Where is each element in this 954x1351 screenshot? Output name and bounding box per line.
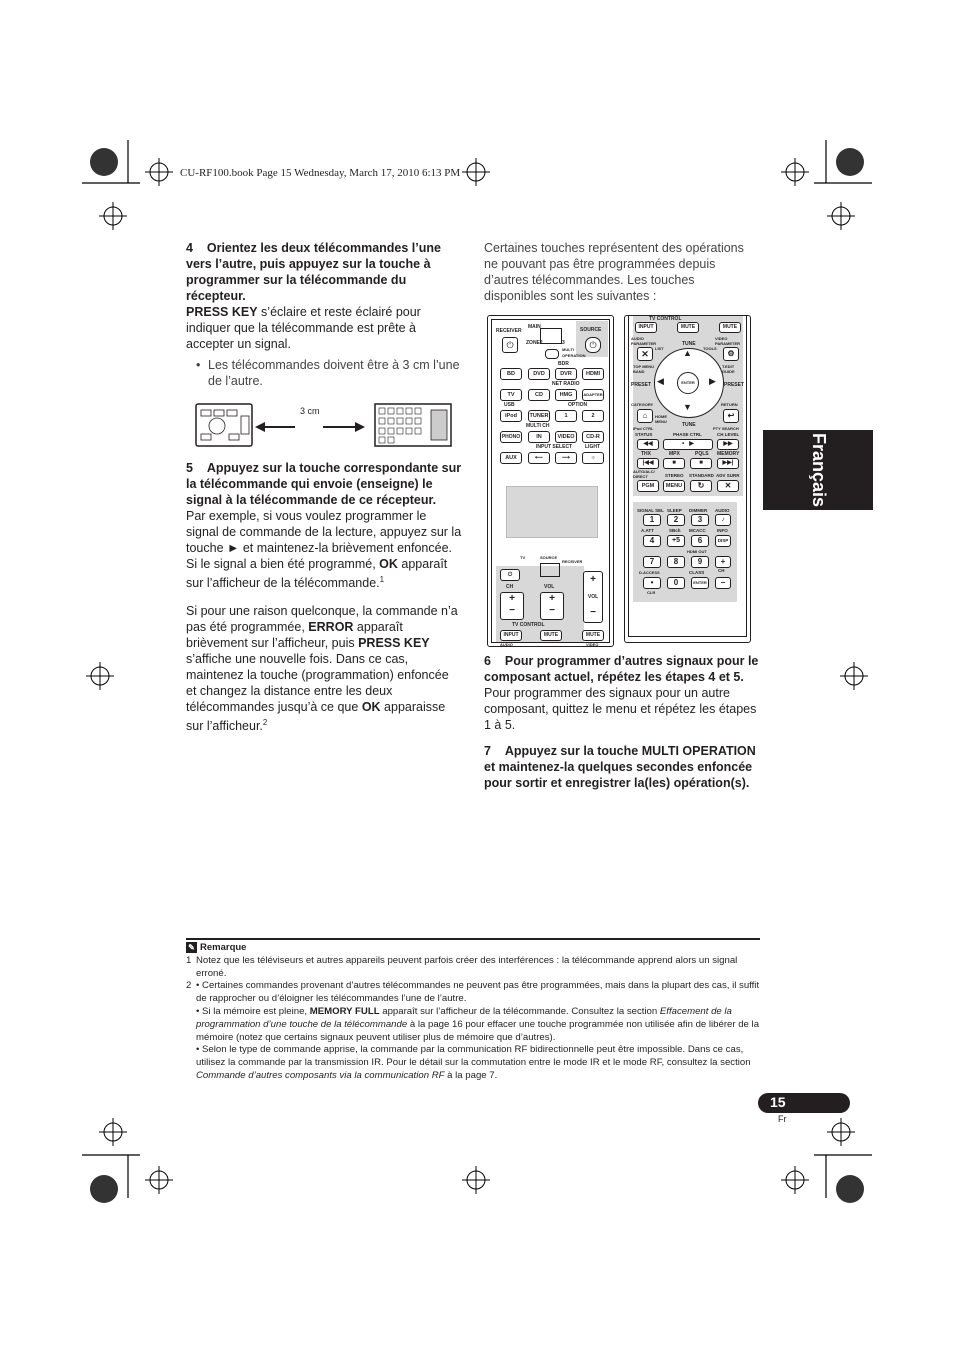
step-4-text: s’éclaire et reste éclairé pour indiquer que la télécommande est prête à accepter un signal. — [186, 305, 421, 351]
arrow-up-icon: ▲ — [683, 348, 692, 358]
zone-switch-icon — [540, 328, 562, 344]
note-2 — [186, 980, 760, 1006]
btn-num-0: 0 — [667, 577, 685, 589]
label-multi: MULTI — [562, 347, 574, 352]
btn-num-5: +5 — [667, 535, 685, 547]
note-pencil-icon: ✎ — [186, 942, 197, 953]
left-column-lower — [186, 460, 462, 734]
note-2b-text-2: apparaît sur l’afficheur de la télécommande. Consultez la section — [379, 1005, 660, 1017]
label-home-menu: HOME MENU — [655, 414, 667, 424]
remote-display-panel — [506, 486, 598, 538]
note-2b-italic: Effacement de la programmation d’une touche de la télécommande — [196, 1005, 732, 1030]
receiver-vol-rocker-icon: + VOL − — [583, 571, 603, 623]
label-phase-ctrl: PHASE CTRL — [673, 432, 702, 437]
video-parameter-icon: ⚙ — [723, 347, 739, 361]
navigation-remote-illustration — [624, 315, 751, 643]
step-5-text-b: apparaît sur l’afficheur de la télécommande. — [186, 557, 448, 591]
btn-hmg: HMG — [555, 389, 577, 401]
btn-pgm: PGM — [637, 480, 659, 492]
btn-ch-minus: − — [715, 577, 731, 589]
btn-num-8: 8 — [667, 556, 685, 568]
multi-operation-icon — [545, 349, 559, 359]
press-key-label-2: PRESS KEY — [358, 636, 430, 651]
btn-r-mute: MUTE — [677, 322, 699, 333]
notes-heading — [186, 942, 760, 955]
left-column — [186, 240, 462, 389]
intro-text: Certaines touches représentent des opérations ne pouvant pas être programmées depuis d’autres télécommandes. Les touches disponibles sont les suivantes : — [484, 241, 744, 303]
note-1 — [186, 955, 760, 981]
error-paragraph — [186, 603, 462, 734]
step-5-body — [186, 508, 462, 591]
label-zone3: 3 — [562, 340, 565, 346]
input-select-left-icon: ⟵ — [528, 452, 550, 464]
label-preset-right: PRESET — [724, 382, 745, 388]
distance-illustration — [195, 402, 453, 448]
label-standard: STANDARD — [689, 473, 714, 478]
receiver-remote-illustration — [487, 315, 614, 647]
label-bdr: BDR — [558, 361, 569, 367]
page-number: 15 — [770, 1094, 786, 1110]
step-6-number: 6 — [484, 654, 491, 668]
arrow-down-icon: ▼ — [683, 402, 692, 412]
step-7-number: 7 — [484, 744, 491, 758]
btn-hdmi: HDMI — [582, 368, 604, 380]
arrow-right-icon: ▶ — [709, 376, 716, 386]
label-vol-2: VOL — [587, 594, 599, 600]
tv-source-switch-icon — [540, 563, 560, 577]
note-1-number: 1 — [186, 954, 192, 966]
label-source: SOURCE — [580, 327, 602, 333]
note-2b-text-3: à la page 16 pour effacer une touche programmée non utilisée afin de libérer de la mémoire (notez que certains signaux peuvent utiliser plus de mémoire que d’autres). — [196, 1018, 760, 1043]
btn-r-input: INPUT — [635, 322, 657, 333]
btn-dvr: DVR — [555, 368, 577, 380]
label-top-menu: TOP MENU BAND — [633, 364, 654, 374]
label-zone2: ZONE2 — [526, 340, 543, 346]
previous-icon: |◀◀ — [637, 458, 659, 469]
label-info: INFO — [717, 528, 728, 533]
label-mcacc: MCACC — [689, 528, 706, 533]
note-2-text-a: • Certaines commandes provenant d’autres télécommandes ne peuvent pas être programmées, mais dans la plupart des cas, il suffit de rapprocher ou d’éloigner les télécommandes l’une de l’autre. — [196, 980, 760, 1005]
label-usb: USB — [504, 402, 515, 408]
label-ch-level: CH LEVEL — [717, 432, 740, 437]
label-tune-top: TUNE — [682, 341, 696, 347]
btn-dot: • — [643, 577, 661, 589]
rewind-icon: ◀◀ — [637, 439, 659, 450]
label-receiver-2: RECEIVER — [562, 559, 583, 564]
btn-num-9: 9 — [691, 556, 709, 568]
btn-ipod: iPod — [500, 410, 522, 422]
stop-icon-2: ■ — [690, 458, 712, 469]
btn-in: IN — [528, 431, 550, 443]
label-t-edit: T.EDIT GUIDE — [722, 364, 735, 374]
label-audio: AUDIO — [500, 642, 513, 647]
notes-rule — [186, 938, 760, 940]
error-label: ERROR — [308, 620, 354, 635]
btn-cd-r: CD-R — [582, 431, 604, 443]
btn-num-1: 1 — [643, 514, 661, 526]
step-4 — [186, 240, 462, 304]
repeat-icon: ↻ — [690, 480, 712, 492]
btn-dvd: DVD — [528, 368, 550, 380]
audio-parameter-icon: ✕ — [637, 347, 653, 361]
label-auto-alc: AUTO/ALC/ DIRECT — [633, 469, 655, 479]
label-memory: MEMORY — [717, 451, 740, 457]
bullet-text: Les télécommandes doivent être à 3 cm l’une de l’autre. — [208, 358, 460, 388]
label-tune-bottom: TUNE — [682, 422, 696, 428]
shuffle-icon: ✕ — [717, 480, 739, 492]
label-tv-control-r: TV CONTROL — [649, 316, 682, 322]
label-ch: CH — [506, 584, 514, 590]
para2-text-d: apparaisse sur l’afficheur. — [186, 700, 446, 734]
note-2c-italic: Commande d’autres composants via la communication RF — [196, 1069, 445, 1081]
label-operation: OPERATION — [562, 353, 586, 358]
para2-text-a: Si pour une raison quelconque, la commande n’a pas été programmée, — [186, 604, 458, 635]
btn-num-2: 2 — [667, 514, 685, 526]
label-pty-search: PTY SEARCH — [713, 426, 739, 431]
label-tools: TOOLS — [703, 346, 717, 351]
label-ch-r: CH — [718, 568, 725, 573]
label-signal-sel: SIGNAL SEL — [637, 508, 664, 513]
stop-icon: ■ — [663, 458, 685, 469]
btn-adapter: ADAPTER — [582, 389, 604, 401]
step-4-number: 4 — [186, 241, 193, 255]
label-thx: THX — [641, 451, 651, 457]
light-icon: ☼ — [582, 452, 604, 464]
step-6-body: Pour programmer des signaux pour un autre composant, quittez le menu et répétez les étapes 1 à 5. — [484, 686, 757, 732]
note-2c-text-2: à la page 7. — [444, 1069, 498, 1081]
label-tv: TV — [520, 555, 526, 560]
btn-r-mute-2: MUTE — [719, 322, 741, 333]
ch-rocker-icon: + − — [500, 592, 524, 620]
btn-video: VIDEO — [555, 431, 577, 443]
return-icon: ↩ — [723, 409, 739, 423]
btn-phono: PHONO — [500, 431, 522, 443]
label-video-parameter: VIDEO PARAMETER — [715, 336, 741, 346]
home-icon: ⌂ — [637, 409, 653, 423]
step-7 — [484, 743, 762, 791]
label-audio-parameter: AUDIO PARAMETER — [631, 336, 657, 346]
label-status: STATUS — [635, 432, 653, 437]
label-hdmi-out: HDMI OUT — [687, 549, 707, 554]
btn-num-6: 6 — [691, 535, 709, 547]
btn-tv: TV — [500, 389, 522, 401]
para2-text-c: s’affiche une nouvelle fois. Dans ce cas, maintenez la touche (programmation) enfoncée et changez la distance entre les deux télécommandes jusqu’à ce que — [186, 652, 449, 715]
label-option: OPTION — [568, 402, 588, 408]
label-preset-left: PRESET — [631, 382, 652, 388]
label-clr: CLR — [647, 590, 656, 595]
btn-option-1: 1 — [555, 410, 577, 422]
label-ipod-ctrl: iPod CTRL — [633, 426, 654, 431]
label-category: CATEGORY — [631, 402, 654, 407]
tv-vol-rocker-icon: + − — [540, 592, 564, 620]
btn-ch-plus: + — [715, 556, 731, 568]
memory-full-label: MEMORY FULL — [309, 1005, 380, 1017]
label-pqls: PQLS — [695, 451, 709, 457]
label-tv-control: TV CONTROL — [512, 622, 545, 628]
label-vol: VOL — [544, 584, 555, 590]
step-5 — [186, 460, 462, 508]
right-column-steps — [484, 653, 762, 791]
note-2b — [186, 1006, 760, 1044]
label-video: VIDEO — [586, 642, 599, 647]
next-icon: ▶▶| — [717, 458, 739, 469]
book-info-line: CU-RF100.book Page 15 Wednesday, March 17, 2010 6:13 PM — [180, 167, 461, 179]
btn-cd: CD — [528, 389, 550, 401]
label-d-access: D.ACCESS — [639, 570, 660, 575]
note-2c-text-1: • Selon le type de commande apprise, la commande par la communication RF bidirectionnelle peut être impossible. Dans ce cas, utilisez la commande par la transmission IR. Pour le détail sur la commutation entre le mode IR et le mode RF, consultez la section — [196, 1044, 751, 1069]
btn-tv-input: INPUT — [500, 630, 522, 641]
label-sbch: SBch — [669, 528, 681, 533]
play-pause-icon: • ▶ — [663, 439, 713, 450]
label-adv-surr: ADV SURR — [716, 473, 740, 478]
btn-aux: AUX — [500, 452, 522, 464]
receiver-power-icon: ⏻ — [502, 337, 518, 353]
btn-num-3: 3 — [691, 514, 709, 526]
btn-disp: DISP — [715, 535, 731, 547]
label-mpx: MPX — [669, 451, 680, 457]
step-7-title: Appuyez sur la touche MULTI OPERATION et maintenez-la quelques secondes enfoncée pour sortir et enregistrer la(les) opération(s). — [484, 744, 756, 790]
label-a-att: A.ATT — [641, 528, 654, 533]
notes-section — [186, 938, 760, 1083]
press-key-label: PRESS KEY — [186, 305, 258, 319]
label-list: LIST — [655, 346, 664, 351]
step-6-title: Pour programmer d’autres signaux pour le composant actuel, répétez les étapes 4 et 5. — [484, 654, 759, 684]
distance-label: 3 cm — [300, 406, 320, 416]
notes-heading-text: Remarque — [200, 942, 247, 953]
step-4-bullet: • Les télécommandes doivent être à 3 cm l’une de l’autre. — [196, 358, 460, 388]
source-power-icon: ⏻ — [585, 337, 601, 353]
step-5-text-a: Par exemple, si vous voulez programmer le signal de commande de la lecture, appuyez sur la touche ► et maintenez-la brièvement enfoncée. Si le signal a bien été programmé, — [186, 509, 462, 571]
step-6 — [484, 653, 762, 685]
label-dimmer: DIMMER — [689, 508, 708, 513]
page-language: Fr — [778, 1114, 787, 1124]
btn-bd: BD — [500, 368, 522, 380]
btn-enter-2: ENTER — [691, 577, 709, 589]
label-input-select: INPUT SELECT — [536, 444, 573, 450]
step-5-number: 5 — [186, 461, 193, 475]
intro-paragraph — [484, 240, 760, 304]
btn-tv-mute: MUTE — [540, 630, 562, 641]
distance-figure-svg — [195, 402, 453, 448]
label-net-radio: NET RADIO — [552, 381, 580, 387]
note-1-text: Notez que les téléviseurs et autres appareils peuvent parfois créer des interférences : la télécommande apprend alors un signal erroné. — [196, 954, 738, 979]
arrow-left-icon: ◀ — [657, 376, 664, 386]
audio-icon: ♪ — [715, 514, 731, 526]
btn-enter: ENTER — [677, 372, 699, 394]
ok-label-2: OK — [361, 700, 381, 715]
step-4-body — [186, 304, 462, 352]
btn-tuner: TUNER — [528, 410, 550, 422]
footnote-ref-1: 1 — [379, 575, 385, 584]
label-light: LIGHT — [585, 444, 600, 450]
step-4-title: Orientez les deux télécommandes l’une vers l’autre, puis appuyez sur la touche à programmer sur la télécommande du récepteur. — [186, 241, 441, 303]
footnote-ref-2: 2 — [262, 718, 268, 728]
label-multi-ch: MULTI CH — [526, 423, 550, 429]
label-sleep: SLEEP — [667, 508, 682, 513]
label-class: CLASS — [689, 570, 705, 575]
label-receiver: RECEIVER — [496, 328, 522, 334]
note-2c — [186, 1044, 760, 1082]
label-main: MAIN — [528, 324, 541, 330]
btn-receiver-mute: MUTE — [582, 630, 604, 641]
btn-menu: MENU — [663, 480, 685, 492]
note-2b-text-1: • Si la mémoire est pleine, — [196, 1005, 310, 1017]
input-select-right-icon: ⟶ — [555, 452, 577, 464]
btn-num-7: 7 — [643, 556, 661, 568]
label-return: RETURN — [721, 402, 738, 407]
label-audio-r: AUDIO — [715, 508, 730, 513]
label-stereo: STEREO — [665, 473, 684, 478]
btn-num-4: 4 — [643, 535, 661, 547]
btn-option-2: 2 — [582, 410, 604, 422]
language-tab-label: Français — [809, 432, 830, 508]
para2-text-b: apparaît brièvement sur l’afficheur, puis — [186, 620, 403, 651]
fast-forward-icon: ▶▶ — [717, 439, 739, 450]
note-2-number: 2 — [186, 980, 192, 992]
step-5-title: Appuyez sur la touche correspondante sur la télécommande qui envoie (enseigne) le signal à la télécommande de ce récepteur. — [186, 461, 462, 507]
tv-power-icon: ⏻ — [500, 569, 520, 581]
ok-label: OK — [379, 557, 398, 571]
label-source-2: SOURCE — [540, 555, 558, 560]
